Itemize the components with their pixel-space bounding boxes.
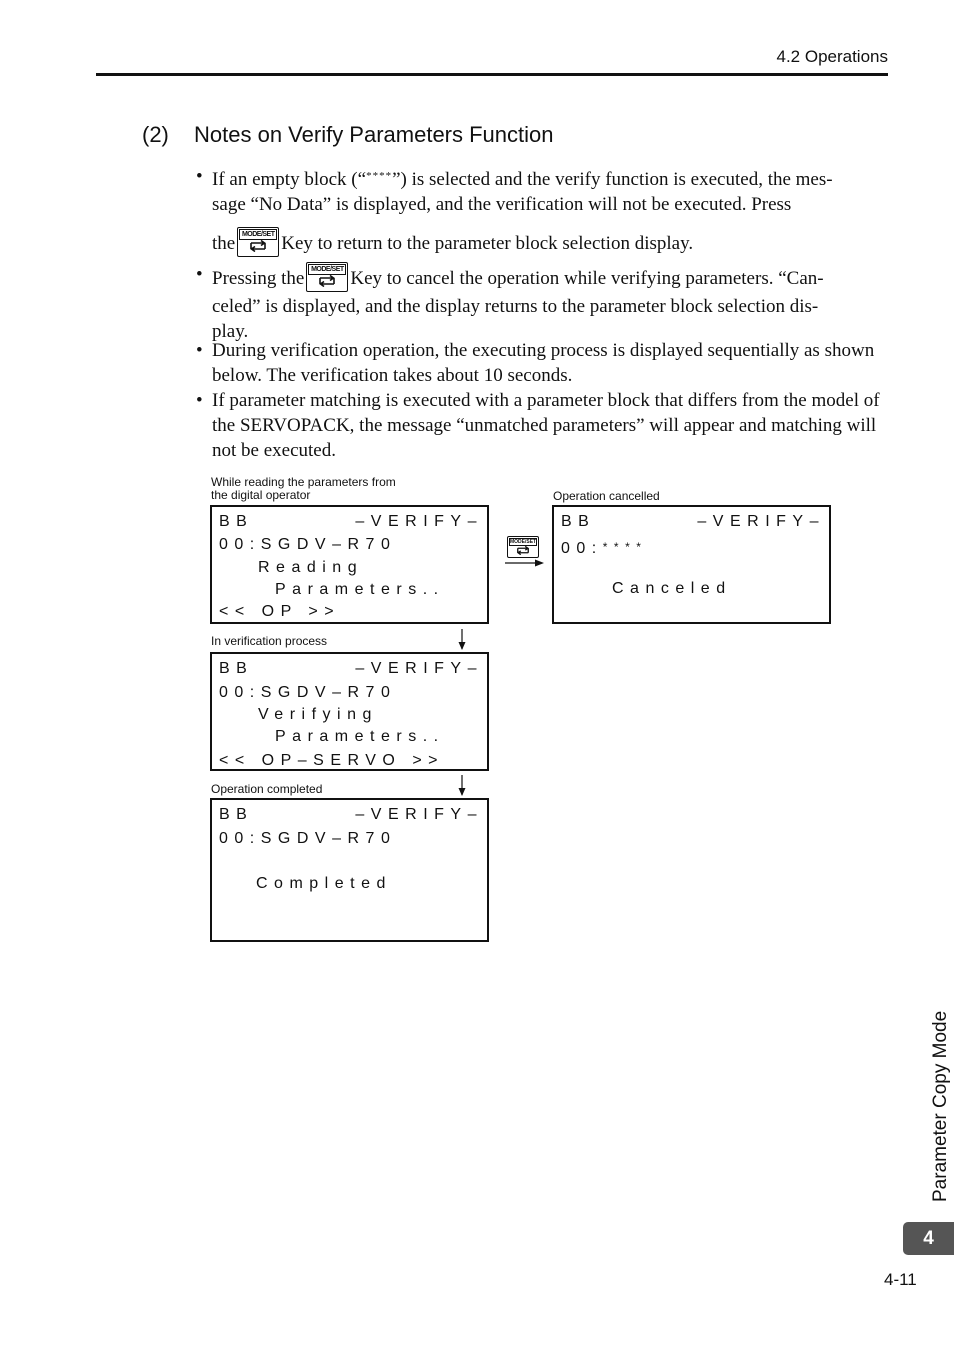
bullet2-line2: celed” is displayed, and the display returns to the parameter block selection dis- bbox=[212, 296, 819, 317]
lcd-model: 00:SGDV–R70 bbox=[219, 536, 397, 553]
caption-completed: Operation completed bbox=[211, 782, 323, 796]
section-number: (2) bbox=[142, 122, 169, 147]
caption-verifying: In verification process bbox=[211, 634, 328, 648]
bullet2-text-post: Key to cancel the operation while verifying parameters. “Can- bbox=[350, 268, 824, 289]
arrow-down-icon bbox=[456, 629, 468, 651]
lcd-completed bbox=[210, 798, 489, 942]
lcd-completed-msg: Completed bbox=[256, 875, 392, 892]
lcd-link: << OP >> bbox=[219, 603, 341, 620]
bullet3-text: During verification operation, the executing process is displayed sequentially as shown below. The verification takes about 10 seconds. bbox=[212, 340, 875, 386]
caption-reading bbox=[211, 476, 396, 502]
section-title: Notes on Verify Parameters Function bbox=[194, 122, 554, 147]
empty-block-stars: **** bbox=[366, 170, 393, 182]
lcd-status: BB bbox=[219, 660, 254, 677]
bullet4-text: If parameter matching is executed with a parameter block that differs from the model of the SERVOPACK, the message “unmatched parameters” will appear and matching will not be executed. bbox=[212, 390, 880, 461]
lcd-cancelled bbox=[552, 505, 831, 624]
caption-reading-line2: the digital operator bbox=[211, 488, 311, 502]
bullet1-line2: sage “No Data” is displayed, and the verification will not be executed. Press bbox=[212, 194, 792, 215]
bullet-dot: • bbox=[196, 390, 203, 411]
lcd-parameters-msg: Parameters.. bbox=[275, 581, 445, 598]
bullet-dot: • bbox=[196, 340, 203, 361]
bullet1-text-pre: If an empty block (“ bbox=[212, 169, 367, 190]
bullet-empty-block bbox=[196, 164, 886, 257]
arrow-down-icon bbox=[456, 775, 468, 797]
key-label: MODE/SET bbox=[510, 539, 537, 545]
bullet-dot: • bbox=[196, 166, 203, 187]
lcd-canceled-msg: Canceled bbox=[612, 580, 732, 597]
mode-set-key-icon bbox=[306, 262, 348, 292]
bullet1-line3-pre: the bbox=[212, 233, 236, 254]
lcd-verifying bbox=[210, 652, 489, 771]
lcd-empty-block bbox=[561, 538, 647, 558]
key-label: MODE/SET bbox=[308, 264, 346, 275]
lcd-block-number: 00: bbox=[561, 540, 603, 557]
bullet-cancel bbox=[196, 262, 886, 344]
lcd-mode: –VERIFY– bbox=[355, 806, 483, 823]
header-rule bbox=[96, 73, 888, 76]
header-section-title: 4.2 Operations bbox=[776, 47, 888, 66]
bullet-verification-process bbox=[196, 338, 886, 388]
caption-cancelled: Operation cancelled bbox=[553, 489, 660, 503]
lcd-block-stars: **** bbox=[602, 540, 648, 554]
bullet2-text-pre: Pressing the bbox=[212, 268, 305, 289]
lcd-verifying-msg: Verifying bbox=[258, 706, 378, 723]
lcd-status: BB bbox=[219, 806, 254, 823]
bullet2-line3: play. bbox=[212, 321, 249, 342]
chapter-tab: 4 bbox=[903, 1222, 954, 1255]
bullet-dot: • bbox=[196, 264, 203, 285]
side-chapter-label: Parameter Copy Mode bbox=[930, 1010, 951, 1202]
lcd-reading bbox=[210, 505, 489, 624]
lcd-link: << OP–SERVO >> bbox=[219, 752, 445, 769]
lcd-model: 00:SGDV–R70 bbox=[219, 684, 397, 701]
bullet-unmatched-parameters bbox=[196, 388, 886, 463]
bullet1-text-post: ”) is selected and the verify function is executed, the mes- bbox=[392, 169, 833, 190]
lcd-mode: –VERIFY– bbox=[355, 660, 483, 677]
lcd-model: 00:SGDV–R70 bbox=[219, 830, 397, 847]
page-number: 4-11 bbox=[884, 1270, 917, 1289]
lcd-status: BB bbox=[219, 513, 254, 530]
key-label: MODE/SET bbox=[239, 229, 277, 240]
mode-set-key-icon bbox=[507, 536, 539, 558]
bullet1-line3-post: Key to return to the parameter block selection display. bbox=[281, 233, 694, 254]
mode-set-key-icon bbox=[237, 227, 279, 257]
lcd-mode: –VERIFY– bbox=[355, 513, 483, 530]
page-header bbox=[0, 0, 954, 80]
lcd-status: BB bbox=[561, 513, 596, 530]
arrow-right-icon bbox=[505, 558, 545, 568]
lcd-parameters-msg: Parameters.. bbox=[275, 728, 445, 745]
caption-reading-line1: While reading the parameters from bbox=[211, 475, 396, 489]
lcd-reading-msg: Reading bbox=[258, 559, 364, 576]
lcd-mode: –VERIFY– bbox=[697, 513, 825, 530]
section-heading bbox=[142, 122, 554, 148]
